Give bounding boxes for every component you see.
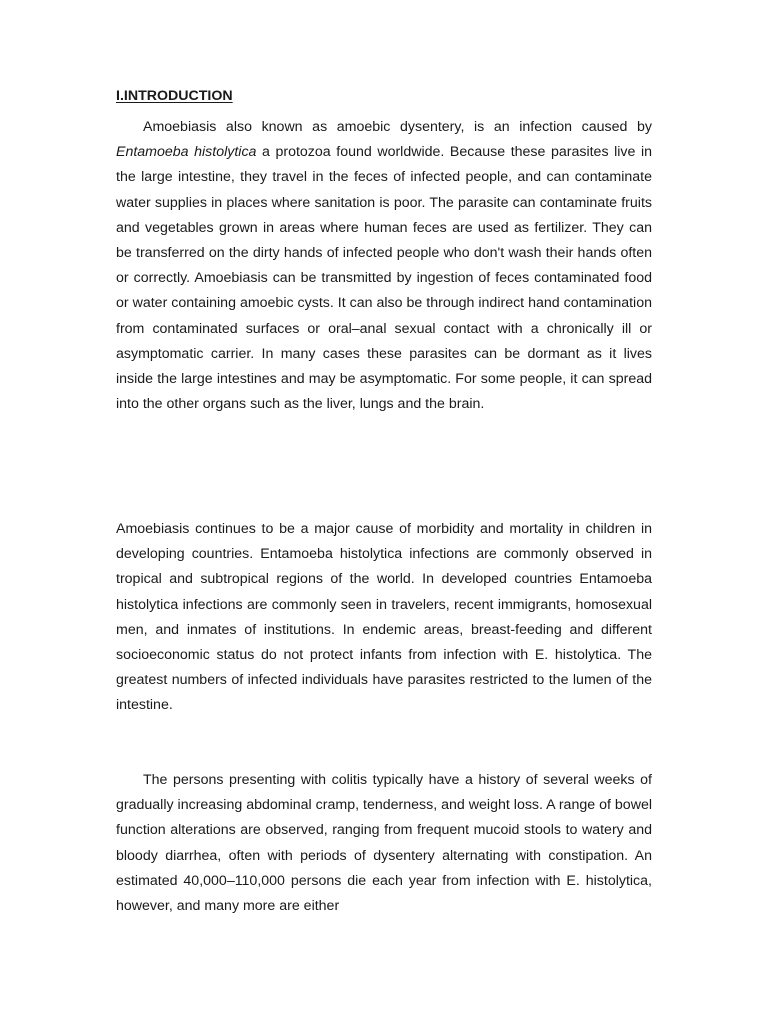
paragraph-clinical: The persons presenting with colitis typically have a history of several weeks of gradually increasing abdominal cramp, tenderness, and weight loss. A range of bowel function alterations are observed, ranging from frequent mucoid stools to watery and bloody diarrhea, often with periods of dysentery alternating with constipation. An estimated 40,000–110,000 persons die each year from infection with E. histolytica, however, and many more are either (116, 772, 652, 915)
species-name: Entamoeba histolytica (116, 144, 257, 161)
paragraph-introduction (116, 115, 652, 417)
paragraph-epidemiology: Amoebiasis continues to be a major cause of morbidity and mortality in children in developing countries. Entamoeba histolytica infections are commonly observed in tropical and subtropical regions of the world. In developed countries Entamoeba histolytica infections are commonly seen in travelers, recent immigrants, homosexual men, and inmates of institutions. In endemic areas, breast-feeding and different socioeconomic status do not protect infants from infection with E. histolytica. The greatest numbers of infected individuals have parasites restricted to the lumen of the intestine. (116, 521, 652, 714)
paragraph-introduction-rest: a protozoa found worldwide. Because these parasites live in the large intestine, they travel in the feces of infected people, and can contaminate water supplies in places where sanitation is poor. The parasite can contaminate fruits and vegetables grown in areas where human feces are used as fertilizer. They can be transferred on the dirty hands of infected people who don't wash their hands often or correctly. Amoebiasis can be transmitted by ingestion of feces contaminated food or water containing amoebic cysts. It can also be through indirect hand contamination from contaminated surfaces or oral–anal sexual contact with a chronically ill or asymptomatic carrier. In many cases these parasites can be dormant as it lives inside the large intestines and may be asymptomatic. For some people, it can spread into the other organs such as the liver, lungs and the brain. (116, 144, 652, 413)
paragraph-introduction-lead: Amoebiasis also known as amoebic dysentery, is an infection caused by (143, 119, 652, 135)
section-heading: I.INTRODUCTION (116, 88, 233, 104)
